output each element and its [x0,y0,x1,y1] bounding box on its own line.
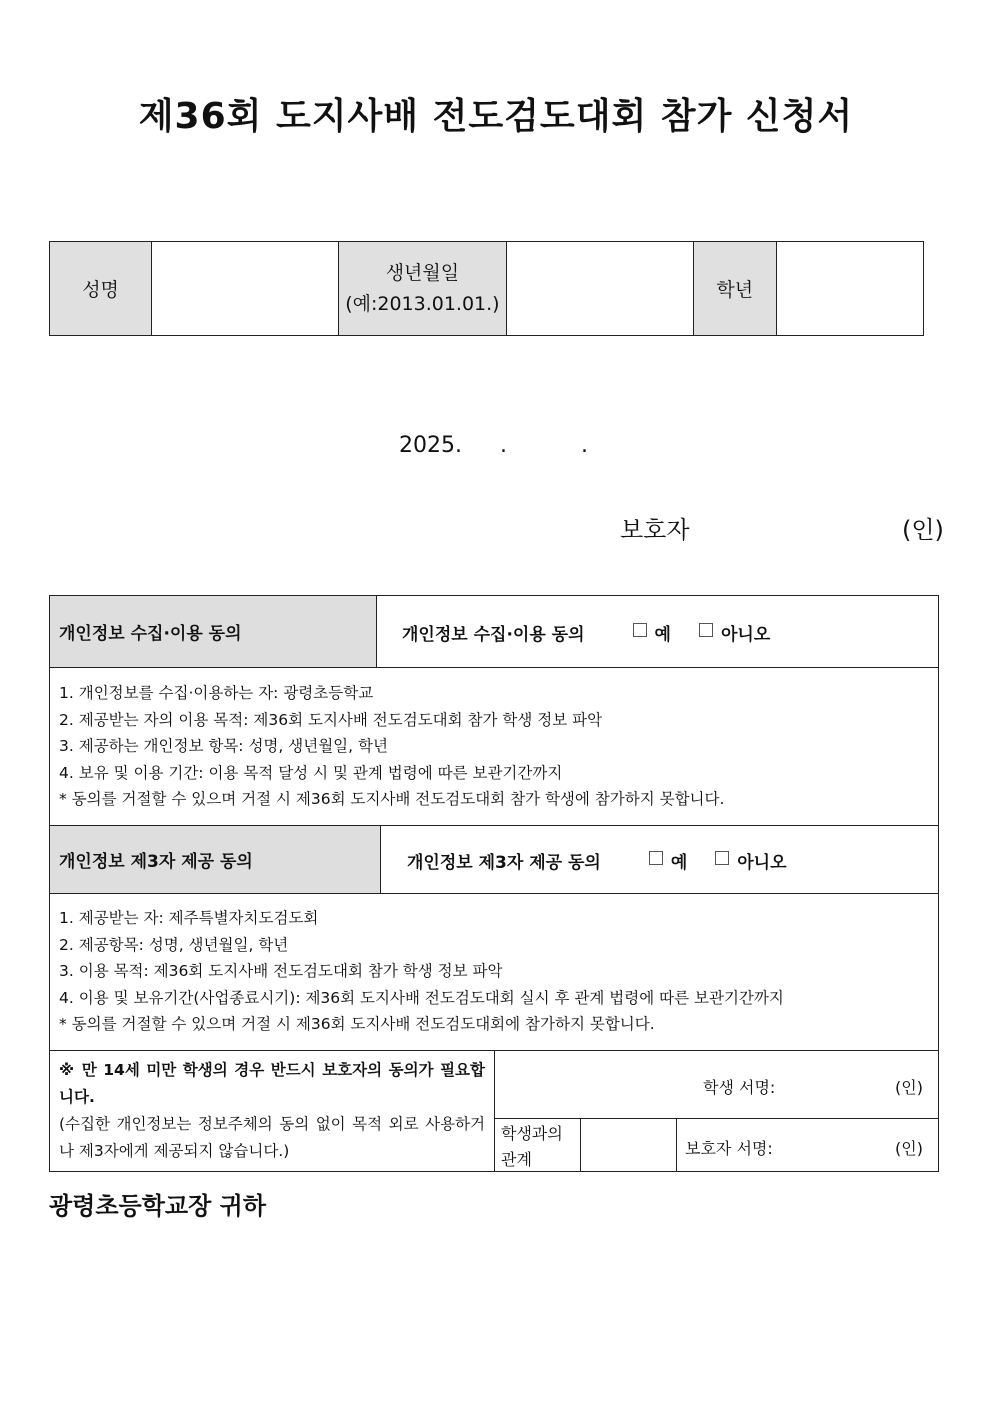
student-sign-label: 학생 서명: [703,1078,776,1097]
page-title: 제36회 도지사배 전도검도대회 참가 신청서 [138,96,854,137]
date-dot-month: . [499,433,507,458]
consent-third-no-label: 아니오 [737,852,787,873]
consent-collect-header-left: 개인정보 수집·이용 동의 [50,596,377,668]
minor-notice-bold: ※ 만 14세 미만 학생의 경우 반드시 보호자의 동의가 필요합니다. [59,1061,485,1106]
relation-label: 학생과의 관계 [501,1124,563,1169]
list-item: 4. 보유 및 이용 기간: 이용 목적 달성 시 및 관계 법령에 따른 보관기간까지 [59,763,563,782]
date-year: 2025. [399,433,462,458]
consent-third-header-left: 개인정보 제3자 제공 동의 [50,826,381,894]
relation-field[interactable] [584,1121,672,1169]
consent-third-no-checkbox[interactable] [715,851,729,865]
birth-field[interactable] [506,242,693,336]
list-item: 2. 제공항목: 성명, 생년월일, 학년 [59,935,289,954]
birth-label-cell [339,242,506,336]
student-seal[interactable]: (인) [895,1078,923,1097]
signature-section [49,1050,939,1172]
list-item: * 동의를 거절할 수 있으며 거절 시 제36회 도지사배 전도검도대회에 참가하지 못합니다. [59,1015,655,1033]
consent-third-yes-label: 예 [670,852,688,873]
guardian-sign-label: 보호자 서명: [685,1139,773,1158]
guardian-sign-seal[interactable]: (인) [895,1139,923,1158]
consent-collect-no-label: 아니오 [720,624,771,645]
recipient-footer: 광령초등학교장 귀하 [49,1192,267,1220]
consent-third-items [50,905,784,1038]
consent-collect-section [49,595,939,826]
application-date[interactable] [399,433,588,458]
applicant-info-table [49,241,924,336]
guardian-label: 보호자 [620,516,690,544]
consent-third-section [49,825,939,1051]
consent-collect-question: 개인정보 수집·이용 동의 [402,624,585,645]
consent-collect-yes-checkbox[interactable] [633,623,647,637]
name-field[interactable] [152,242,339,336]
birth-label: 생년월일 [385,261,460,284]
minor-notice-normal: (수집한 개인정보는 정보주체의 동의 없이 목적 외로 사용하거나 제3자에게 제공되지 않습니다.) [59,1115,485,1160]
consent-third-question: 개인정보 제3자 제공 동의 [407,852,601,873]
minor-notice [50,1057,494,1165]
name-label: 성명 [50,242,152,336]
consent-third-header-right [407,826,815,894]
birth-example: (예:2013.01.01.) [345,292,500,315]
list-item: 3. 이용 목적: 제36회 도지사배 전도검도대회 참가 학생 정보 파악 [59,962,503,980]
date-dot-day: . [580,433,588,458]
list-item: 3. 제공하는 개인정보 항목: 성명, 생년월일, 학년 [59,737,388,755]
list-item: 2. 제공받는 자의 이용 목적: 제36회 도지사배 전도검도대회 참가 학생 정보 파악 [59,710,603,729]
list-item: 4. 이용 및 보유기간(사업종료시기): 제36회 도지사배 전도검도대회 실시 후 관계 법령에 따른 보관기간까지 [59,988,784,1007]
grade-label: 학년 [693,242,776,336]
consent-collect-items [50,680,724,813]
consent-collect-yes-label: 예 [654,624,671,645]
list-item: * 동의를 거절할 수 있으며 거절 시 제36회 도지사배 전도검도대회 참가 학생에 참가하지 못합니다. [59,790,725,808]
list-item: 1. 제공받는 자: 제주특별자치도검도회 [59,909,319,927]
consent-collect-no-checkbox[interactable] [699,623,713,637]
guardian-seal[interactable]: (인) [902,516,944,544]
consent-collect-header-right [402,596,798,668]
grade-field[interactable] [776,242,923,336]
consent-third-yes-checkbox[interactable] [649,851,663,865]
list-item: 1. 개인정보를 수집·이용하는 자: 광령초등학교 [59,684,374,702]
